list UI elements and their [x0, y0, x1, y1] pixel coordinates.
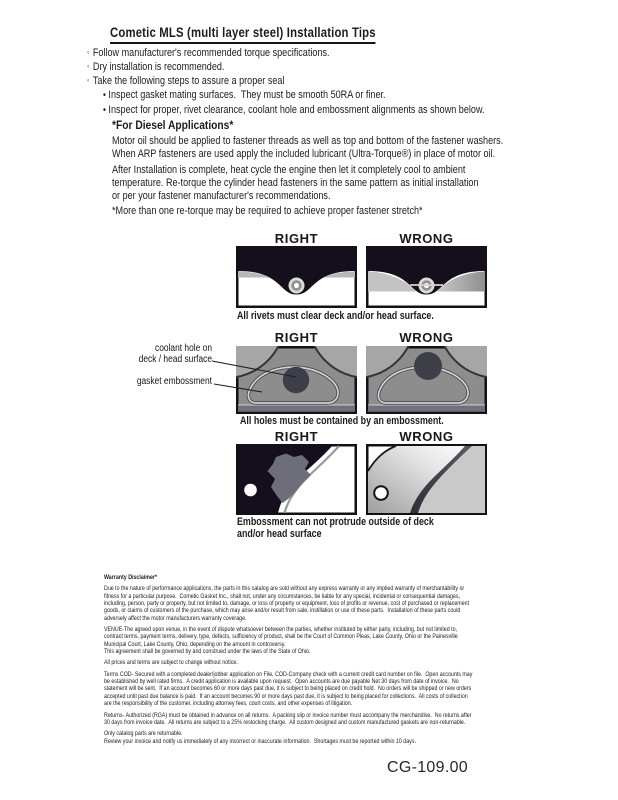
page-title: Cometic MLS (multi layer steel) Installation Tips	[110, 25, 376, 44]
list-item-text: Inspect for proper, rivet clearance, coolant hole and embossment alignments as shown below.	[108, 104, 485, 116]
right-label: RIGHT	[274, 429, 319, 444]
list-item	[87, 74, 557, 88]
fine-print-line: This agreement shall be governed by and construed under the laws of the State of Ohio.	[104, 648, 311, 656]
fine-print-paragraph	[104, 730, 517, 745]
right-label: RIGHT	[274, 231, 319, 246]
rivet-right-illustration	[236, 246, 357, 308]
fine-print-line: Returns- Authorized (RGA) must be obtained in advance on all returns. A packing slip or invoice number must accompany the merchandise. No returns after	[104, 711, 472, 719]
diesel-paragraph-1	[112, 135, 503, 161]
list-item	[87, 60, 557, 74]
open-bullet-icon: ◦	[87, 47, 90, 57]
fine-print-line: accepted until past due balance is paid. If an account becomes 90 or more days past due, it is subject to being placed for collections. All costs of collection	[104, 692, 468, 700]
list-item-text: Dry installation is recommended.	[92, 61, 225, 73]
wrong-label: WRONG	[399, 231, 454, 246]
list-item	[87, 88, 557, 103]
list-item	[87, 46, 557, 60]
fine-print-line: statement will be sent. If an account becomes 60 or more days past due, it is subject to being placed on credit hold. No orders will be shipped or new orders	[104, 685, 472, 693]
wrong-label: WRONG	[399, 330, 454, 345]
fine-print-line: Municipal Court, Lake County, Ohio, depending on the amount in controversy.	[104, 640, 286, 648]
fine-print-line: Terms COD- Secured with a completed dealer/jobber application on File, COD-Company check with a current credit card number on file. Open accounts may	[104, 670, 473, 678]
gasket-embossment-label: gasket embossment	[136, 376, 212, 387]
leader-lines	[118, 340, 303, 402]
fine-print-line: fitness for a particular purpose. Cometic Gasket Inc., shall not, under any circumstances, be liable for any special, incidental or consequential damages,	[104, 592, 461, 600]
retorque-note: *More than one re-torque may be required to achieve proper fastener stretch*	[112, 205, 423, 217]
diesel-heading: *For Diesel Applications*	[112, 118, 234, 132]
holes-caption: All holes must be contained by an embossment.	[240, 415, 444, 427]
fine-print-line: contract terms, payment terms, delivery, type, defects, sufficiency of product, shall be the Court of Common Pleas, Lake County, Ohio or the Painesville	[104, 633, 458, 641]
fine-print-line: Due to the nature of performance applications, the parts in this catalog are sold without any express warranty or any implied warranty of merchantability or	[104, 585, 465, 593]
fine-print-line: All prices and terms are subject to change without notice.	[104, 659, 238, 667]
right-label: RIGHT	[274, 330, 319, 345]
page-code: CG-109.00	[387, 759, 468, 776]
paragraph-line: After Installation is complete, heat cycle the engine then let it completely cool to ambient	[112, 164, 466, 176]
caption-line: and/or head surface	[237, 527, 322, 540]
caption-line: Embossment can not protrude outside of deck	[237, 516, 434, 528]
fine-print-paragraph	[104, 585, 517, 622]
holes-wrong-illustration	[366, 346, 487, 414]
paragraph-line: or per your fastener manufacturer's recommendations.	[112, 190, 331, 203]
fine-print-paragraph	[104, 712, 517, 727]
fine-print-paragraph	[104, 659, 517, 666]
paragraph-line: Motor oil should be applied to fastener threads as well as top and bottom of the fastener washers.	[112, 135, 504, 147]
rivet-caption: All rivets must clear deck and/or head surface.	[237, 310, 434, 322]
fine-print-line: Only catalog parts are returnable.	[104, 730, 183, 738]
fine-print-line: VENUE-The agreed upon venue, in the event of dispute whatsoever between the parties, whether instituted by either party, including, but not limited to,	[104, 626, 458, 634]
fine-print-line: 30 days from invoice date. All returns are subject to a 25% restocking charge. All custom designed and custom manufactured gaskets are non-returnable.	[104, 718, 466, 726]
fine-print-line: adversely affect the motor manufacturers warranty coverage.	[104, 614, 247, 622]
rivet-wrong-illustration	[366, 246, 487, 308]
list-item	[87, 103, 557, 118]
fine-print-line: be established by well rated firms. A credit application is available upon request. Open accounts are due payable Net 30 days from date of invoice. No	[104, 678, 459, 686]
label-line: coolant hole on	[155, 343, 212, 354]
warranty-fine-print	[104, 574, 517, 749]
paragraph-line: When ARP fasteners are used apply the included lubricant (Ultra-Torque®) in place of motor oil.	[112, 148, 496, 161]
installation-tips-list	[87, 46, 557, 118]
fine-print-paragraph	[104, 626, 517, 655]
label-line: deck / head surface	[138, 353, 212, 365]
protrude-caption	[237, 517, 434, 540]
open-bullet-icon: ◦	[87, 61, 90, 71]
fine-print-line: including, person, party or property, but not limited to, damage, or loss of property or equipment, loss of profits or revenue, cost of purchased or replacement	[104, 600, 470, 608]
diesel-paragraph-2	[112, 164, 479, 204]
filled-bullet-icon: •	[102, 90, 106, 101]
fine-print-line: Review your invoice and notify us immediately of any incorrect or inaccurate information. Shortages must be reported within 10 days.	[104, 737, 416, 745]
warranty-heading: Warranty Disclaimer*	[104, 574, 158, 581]
protrude-wrong-illustration	[366, 444, 487, 515]
filled-bullet-icon: •	[102, 105, 106, 116]
paragraph-line: temperature. Re-torque the cylinder head fasteners in the same pattern as initial installation	[112, 177, 479, 190]
fine-print-line: goods, or claims of customers of the purchase, which may arise and/or result from sale, instillation or use of these parts. Installation of these parts could	[104, 607, 461, 615]
list-item-text: Inspect gasket mating surfaces. They must be smooth 50RA or finer.	[108, 89, 386, 101]
wrong-label: WRONG	[399, 429, 454, 444]
list-item-text: Take the following steps to assure a proper seal	[92, 75, 285, 87]
list-item-text: Follow manufacturer's recommended torque specifications.	[92, 47, 330, 59]
fine-print-paragraph	[104, 671, 517, 708]
protrude-right-illustration	[236, 444, 357, 515]
open-bullet-icon: ◦	[87, 75, 90, 85]
fine-print-line: are the responsibility of the customer, including attorney fees, court costs, and other expenses of litigation.	[104, 700, 353, 708]
